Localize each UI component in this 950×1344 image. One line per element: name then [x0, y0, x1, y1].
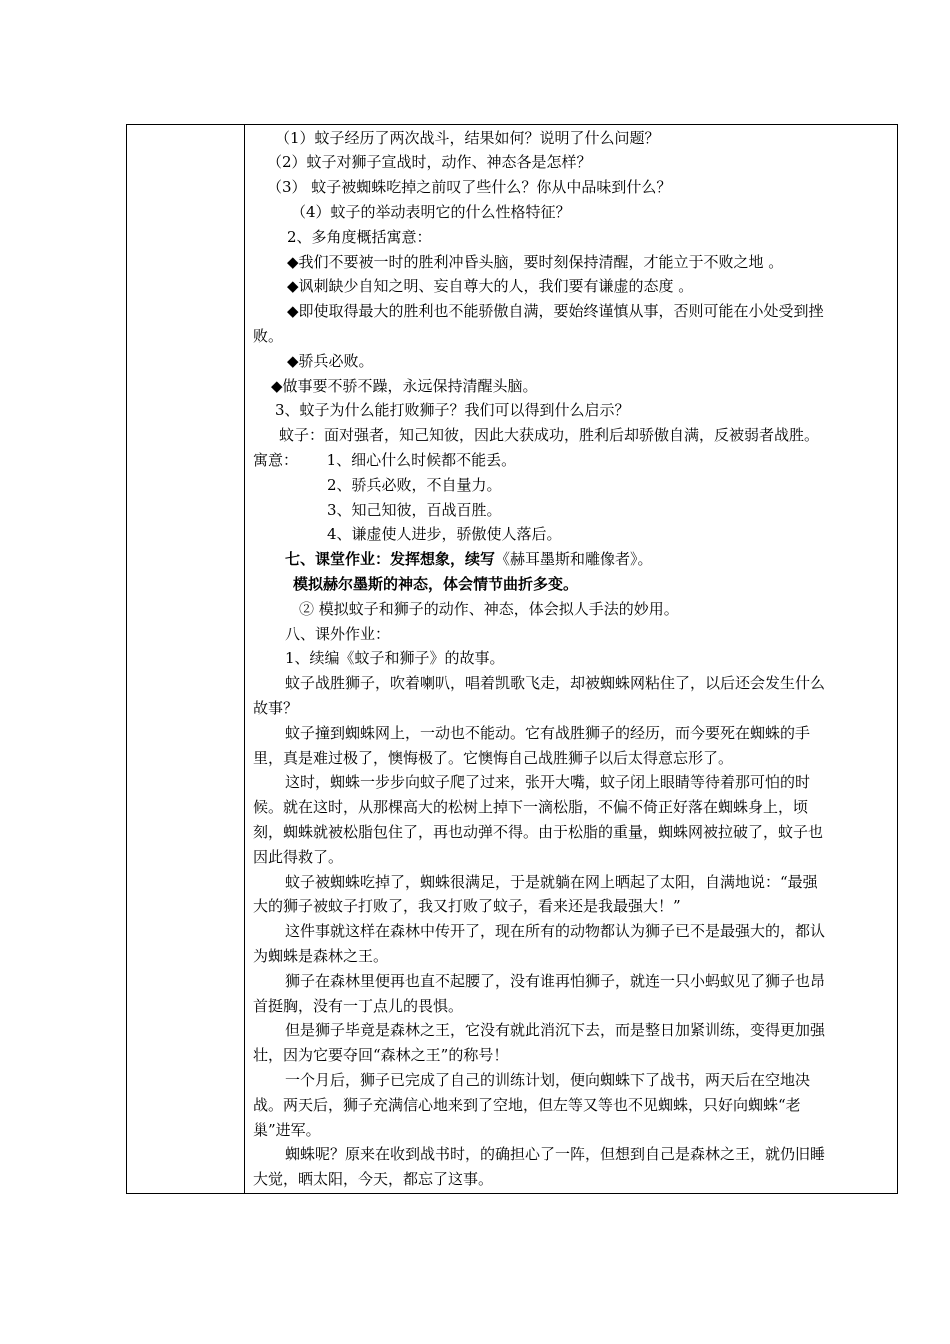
- question-3: （3） 蚊子被蜘蛛吃掉之前叹了些什么？你从中品味到什么？: [267, 178, 672, 196]
- moral-item: ◆即使取得最大的胜利也不能骄傲自满，要始终谨慎从事，否则可能在小处受到挫: [287, 302, 824, 320]
- question-5: 3、蚊子为什么能打败狮子？我们可以得到什么启示？: [275, 401, 630, 419]
- story-paragraph-cont: 壮，因为它要夺回“森林之王”的称号！: [253, 1046, 509, 1064]
- classwork-task: 模拟赫尔墨斯的神态，体会情节曲折多变。: [293, 575, 579, 593]
- question-1: （1）蚊子经历了两次战斗，结果如何？说明了什么问题？: [275, 129, 660, 147]
- story-paragraph-cont: 大觉，晒太阳，今天，都忘了这事。: [253, 1170, 494, 1188]
- classwork-title: 《赫耳墨斯和雕像者》。: [495, 550, 653, 568]
- content-cell: [245, 125, 897, 1193]
- story-paragraph: 但是狮子毕竟是森林之王，它没有就此消沉下去，而是整日加紧训练，变得更加强: [285, 1021, 826, 1039]
- moral-label: 寓意： 1、细心什么时候都不能丢。: [253, 451, 517, 469]
- answer-text: 蚊子：面对强者，知己知彼，因此大获成功，胜利后却骄傲自满，反被弱者战胜。: [279, 426, 820, 444]
- story-paragraph-cont: 刻，蜘蛛就被松脂包住了，再也动弹不得。由于松脂的重量，蜘蛛网被拉破了，蚊子也: [253, 823, 824, 841]
- story-paragraph: 这时，蜘蛛一步步向蚊子爬了过来，张开大嘴，蚊子闭上眼睛等待着那可怕的时: [285, 773, 811, 791]
- classwork-label: 七、课堂作业：发挥想象，续写: [285, 550, 496, 568]
- moral-item: ◆骄兵必败。: [287, 352, 374, 370]
- question-2: （2）蚊子对狮子宣战时，动作、神态各是怎样？: [267, 153, 592, 171]
- homework-heading: 八、课外作业：: [285, 625, 391, 643]
- classwork-task: ② 模拟蚊子和狮子的动作、神态，体会拟人手法的妙用。: [299, 600, 679, 618]
- story-paragraph: 狮子在森林里便再也直不起腰了，没有谁再怕狮子，就连一只小蚂蚁见了狮子也昂: [285, 972, 826, 990]
- left-column: [127, 125, 245, 1193]
- question-4: （4）蚊子的举动表明它的什么性格特征？: [291, 203, 571, 221]
- story-paragraph-cont: 为蜘蛛是森林之王。: [253, 947, 389, 965]
- story-paragraph-cont: 大的狮子被蚊子打败了，我又打败了蚊子，看来还是我最强大！”: [253, 897, 681, 915]
- moral-point: 3、知己知彼，百战百胜。: [327, 501, 502, 519]
- lesson-table: [126, 124, 898, 1194]
- homework-task: 1、续编《蚊子和狮子》的故事。: [285, 649, 505, 667]
- story-paragraph-cont: 首挺胸，没有一丁点儿的畏惧。: [253, 997, 464, 1015]
- moral-item-cont: 败。: [253, 327, 284, 345]
- story-paragraph: 这件事就这样在森林中传开了，现在所有的动物都认为狮子已不是最强大的，都认: [285, 922, 826, 940]
- moral-item: ◆做事要不骄不躁，永远保持清醒头脑。: [271, 377, 538, 395]
- moral-point: 2、骄兵必败，不自量力。: [327, 476, 502, 494]
- classwork-heading: [285, 548, 889, 570]
- story-paragraph-cont: 故事？: [253, 699, 299, 717]
- story-paragraph: 一个月后，狮子已完成了自己的训练计划，便向蜘蛛下了战书，两天后在空地决: [285, 1071, 811, 1089]
- story-paragraph: 蚊子撞到蜘蛛网上，一动也不能动。它有战胜狮子的经历，而今要死在蜘蛛的手: [285, 724, 811, 742]
- story-paragraph: 蚊子被蜘蛛吃掉了，蜘蛛很满足，于是就躺在网上晒起了太阳，自满地说：“最强: [285, 873, 818, 891]
- story-paragraph-cont: 巢”进军。: [253, 1121, 321, 1139]
- moral-heading: 2、多角度概括寓意：: [287, 228, 432, 246]
- moral-item: ◆我们不要被一时的胜利冲昏头脑，要时刻保持清醒，才能立于不败之地 。: [287, 253, 784, 271]
- story-paragraph-cont: 候。就在这时，从那棵高大的松树上掉下一滴松脂，不偏不倚正好落在蜘蛛身上，顷: [253, 798, 809, 816]
- story-paragraph-cont: 里，真是难过极了，懊悔极了。它懊悔自己战胜狮子以后太得意忘形了。: [253, 749, 734, 767]
- moral-point: 4、谦虚使人进步，骄傲使人落后。: [327, 525, 562, 543]
- story-paragraph: 蚊子战胜狮子，吹着喇叭，唱着凯歌飞走，却被蜘蛛网粘住了，以后还会发生什么: [285, 674, 826, 692]
- story-paragraph-cont: 因此得救了。: [253, 848, 344, 866]
- story-paragraph: 蜘蛛呢？原来在收到战书时，的确担心了一阵，但想到自己是森林之王，就仍旧睡: [285, 1145, 826, 1163]
- story-paragraph-cont: 战。两天后，狮子充满信心地来到了空地，但左等又等也不见蜘蛛，只好向蜘蛛“老: [253, 1096, 801, 1114]
- moral-item: ◆讽刺缺少自知之明、妄自尊大的人，我们要有谦虚的态度 。: [287, 277, 694, 295]
